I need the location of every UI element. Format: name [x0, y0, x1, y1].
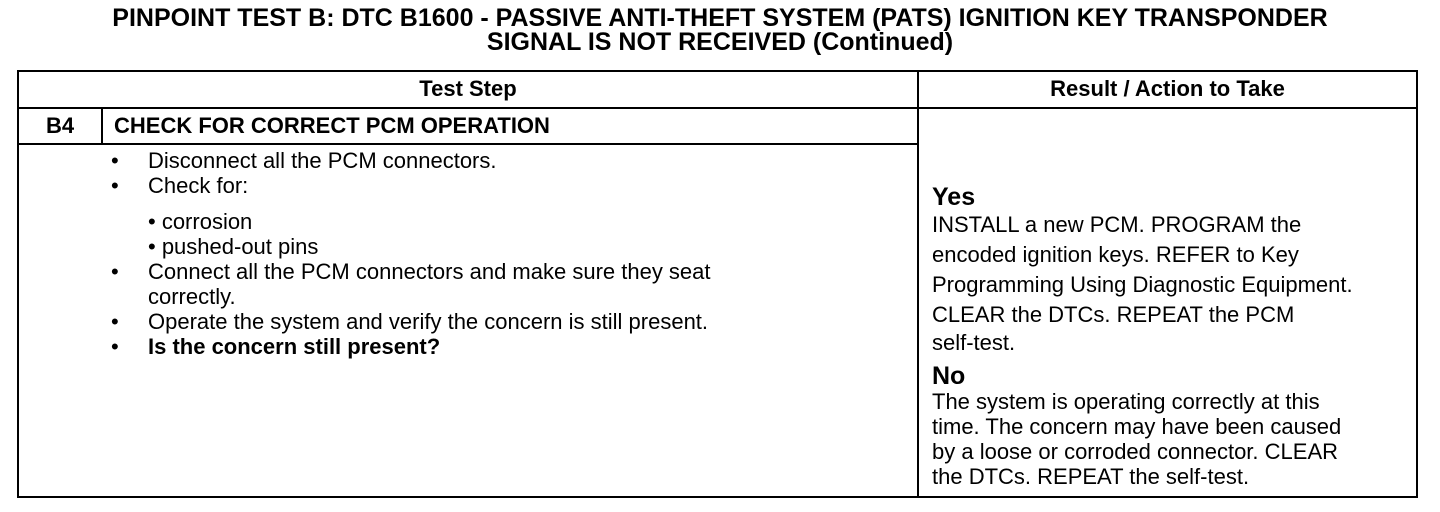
instruction-text: Check for: [148, 173, 249, 198]
no-label: No [932, 362, 966, 390]
no-action-line: time. The concern may have been caused [932, 414, 1342, 439]
step-title-divider [19, 143, 917, 145]
header-result-action: Result / Action to Take [1050, 76, 1285, 101]
result-action-cell [932, 184, 1422, 489]
title-line-1: PINPOINT TEST B: DTC B1600 - PASSIVE ANTI-THEFT SYSTEM (PATS) IGNITION KEY TRANSPONDER [112, 4, 1328, 32]
instruction-text: Operate the system and verify the concern is still present. [148, 309, 709, 334]
header-test-step: Test Step [419, 76, 517, 101]
instruction-text: Connect all the PCM connectors and make sure they seat [148, 259, 711, 284]
no-action-line: the DTCs. REPEAT the self-test. [932, 464, 1250, 489]
question-text: Is the concern still present? [148, 334, 441, 359]
bullet-icon: • [111, 148, 119, 173]
title-line-2: SIGNAL IS NOT RECEIVED (Continued) [486, 28, 954, 56]
yes-action-line: Programming Using Diagnostic Equipment. [932, 272, 1353, 297]
no-action-line: The system is operating correctly at this [932, 389, 1320, 414]
step-id-divider [101, 109, 103, 143]
bullet-icon: • [111, 259, 119, 284]
instruction-text: Disconnect all the PCM connectors. [148, 148, 497, 173]
bullet-icon: • [111, 334, 119, 359]
yes-action-line: self-test. [932, 330, 1016, 355]
bullet-icon: • [111, 173, 119, 198]
yes-action-line: encoded ignition keys. REFER to Key [932, 242, 1299, 267]
instruction-text: correctly. [148, 284, 236, 309]
pinpoint-test-table [17, 70, 1418, 498]
step-title: CHECK FOR CORRECT PCM OPERATION [114, 113, 550, 138]
bullet-icon: • [111, 309, 119, 334]
header-divider [19, 107, 1416, 109]
yes-action-line: CLEAR the DTCs. REPEAT the PCM [932, 302, 1295, 327]
no-action-line: by a loose or corroded connector. CLEAR [932, 439, 1339, 464]
yes-action-line: INSTALL a new PCM. PROGRAM the [932, 212, 1302, 237]
sub-item-text: • pushed-out pins [148, 234, 319, 259]
step-id: B4 [45, 113, 75, 138]
sub-item-text: • corrosion [148, 209, 253, 234]
page-title [0, 6, 1440, 54]
yes-label: Yes [932, 183, 976, 211]
column-divider [917, 72, 919, 496]
